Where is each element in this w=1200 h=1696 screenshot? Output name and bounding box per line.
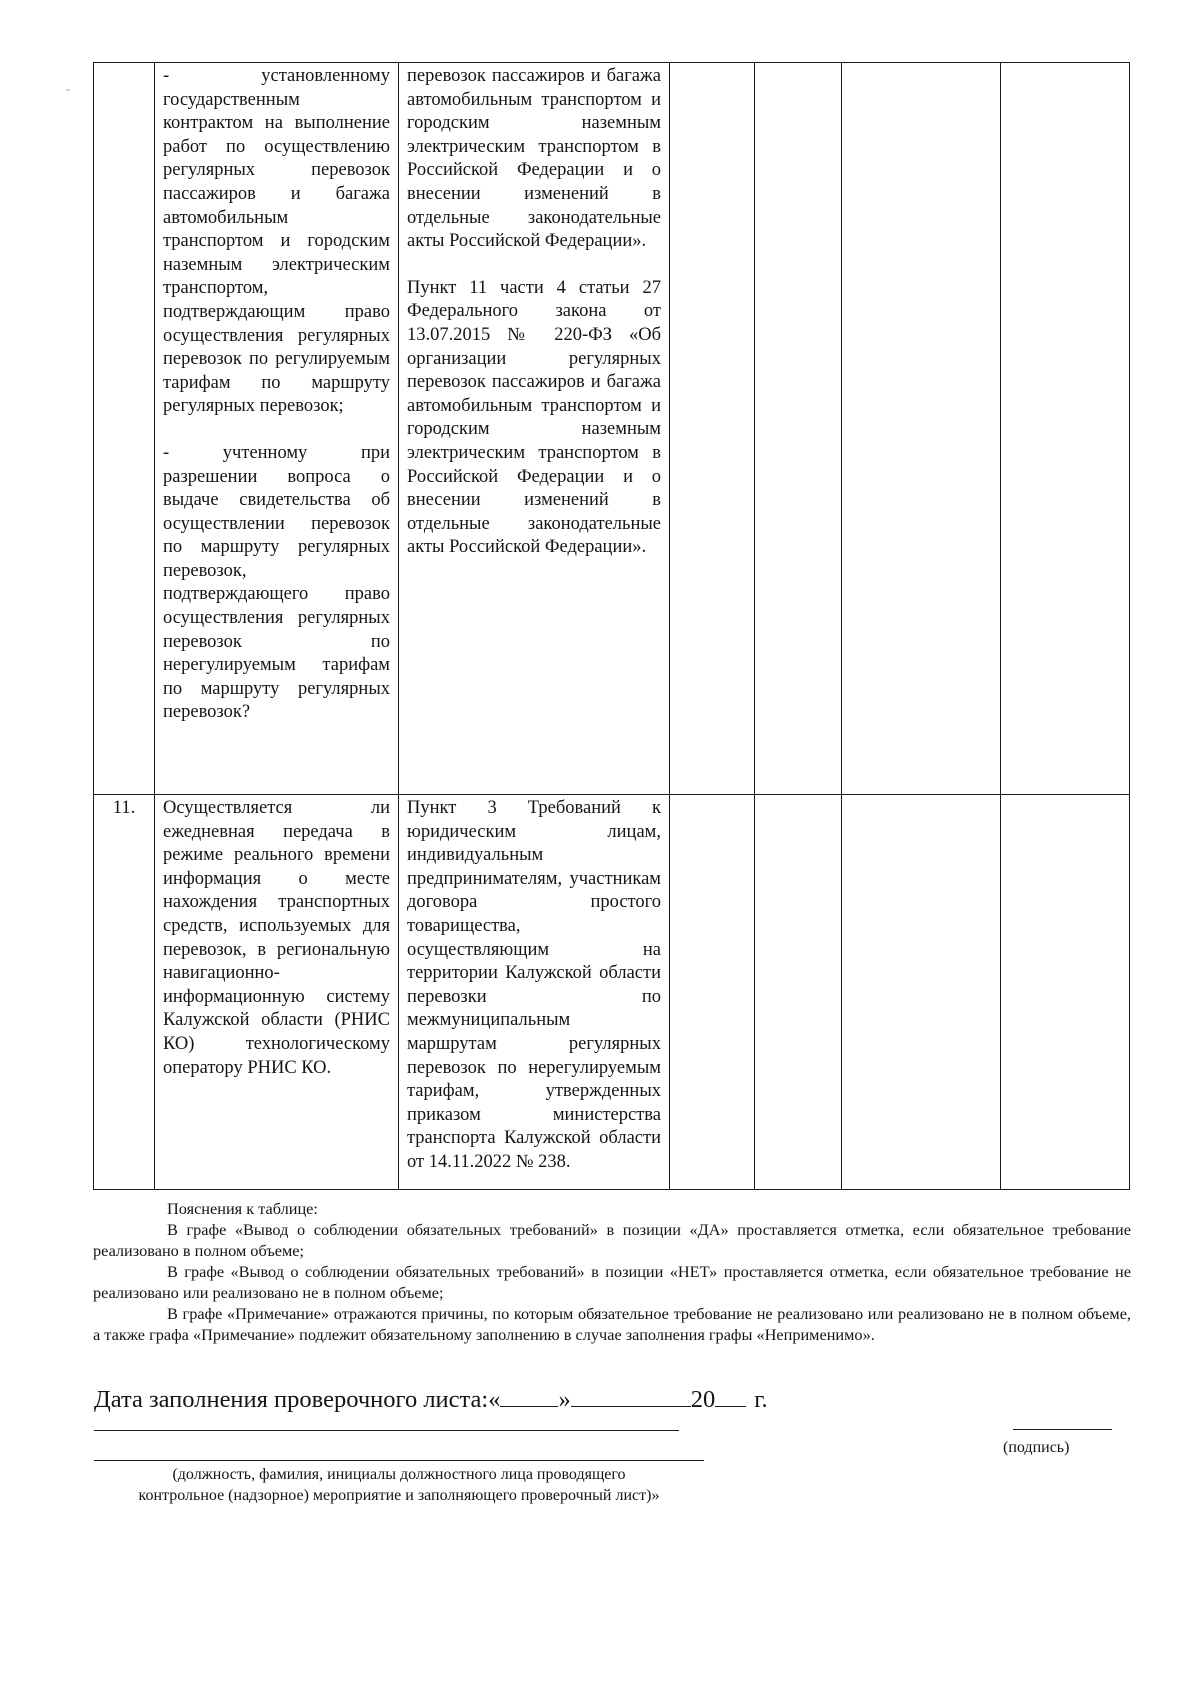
page-corner-mark: - [66, 82, 70, 96]
notes-title: Пояснения к таблице: [167, 1199, 318, 1218]
question-paragraph: - учтенному при разрешении вопроса о выдаче свидетельства об осуществлении перевозок по маршруту регулярных перевозок, подтверждающего право осуществления регулярных перевозок по нерегулируемым тарифам по маршруту регулярных перевозок? [163, 442, 390, 723]
reference-paragraph: Пункт 3 Требований к юридическим лицам, индивидуальным предпринимателям, участникам договора простого товарищества, осуществляющим на территории Калужской области перевозки по межмуниципальным маршрутам регулярных перевозок по нерегулируемым тарифам, утвержденных приказом министерства транспорта Калужской области от 14.11.2022 № 238. [407, 798, 661, 1172]
row-number [94, 63, 155, 795]
fill-date-year-suffix: г. [754, 1386, 768, 1413]
notes-item: В графе «Вывод о соблюдении обязательных требований» в позиции «ДА» проставляется отметка, если обязательное требование реализовано в полном объеме; [93, 1220, 1131, 1260]
answer-no-cell[interactable] [755, 795, 842, 1190]
reference-paragraph: Пункт 11 части 4 статьи 27 Федерального закона от 13.07.2015 № 220-ФЗ «Об организации регулярных перевозок пассажиров и багажа автомобильным транспортом и городским наземным электрическим транспортом в Российской Федерации и о внесении изменений в отдельные законодательные акты Российской Федерации». [407, 277, 661, 558]
table-notes [93, 1198, 1131, 1345]
checklist-table [93, 62, 1130, 1190]
reference-cell [399, 63, 670, 795]
table-row [94, 795, 1130, 1190]
fill-date-open-quote: « [488, 1386, 501, 1413]
official-caption-line [94, 1460, 704, 1461]
question-paragraph: Осуществляется ли ежедневная передача в режиме реального времени информация о месте нахождения транспортных средств, используемых для перевозок, в региональную навигационно-информационную систему Калужской области (РНИС КО) технологическому оператору РНИС КО. [163, 798, 390, 1078]
signature-blank-line[interactable] [1013, 1429, 1112, 1430]
answer-yes-cell[interactable] [670, 63, 755, 795]
fill-date-month-blank[interactable] [571, 1382, 691, 1407]
answer-not-applicable-cell[interactable] [842, 63, 1001, 795]
official-blank-line[interactable] [94, 1430, 679, 1431]
question-paragraph: - установленному государственным контрактом на выполнение работ по осуществлению регулярных перевозок пассажиров и багажа автомобильным транспортом и городским наземным электрическим транспортом, подтверждающим право осуществления регулярных перевозок по регулируемым тарифам по маршруту регулярных перевозок; [163, 66, 390, 417]
answer-yes-cell[interactable] [670, 795, 755, 1190]
official-caption [94, 1464, 704, 1506]
table-row [94, 63, 1130, 795]
fill-date-day-blank[interactable] [500, 1382, 558, 1407]
reference-paragraph: перевозок пассажиров и багажа автомобильным транспортом и городским наземным электрическим транспортом в Российской Федерации и о внесении изменений в отдельные законодательные акты Российской Федерации». [407, 66, 661, 252]
fill-date-year-prefix: 20 [690, 1386, 716, 1413]
answer-no-cell[interactable] [755, 63, 842, 795]
fill-date-close-quote: » [558, 1386, 571, 1413]
official-caption-line-2: контрольное (надзорное) мероприятие и заполняющего проверочный лист)» [138, 1487, 660, 1504]
reference-cell [399, 795, 670, 1190]
official-caption-line-1: (должность, фамилия, инициалы должностного лица проводящего [172, 1466, 626, 1483]
fill-date-year-blank[interactable] [715, 1382, 746, 1407]
question-cell [155, 63, 399, 795]
row-number: 11. [94, 795, 155, 1190]
notes-item: В графе «Вывод о соблюдении обязательных требований» в позиции «НЕТ» проставляется отметка, если обязательное требование не реализовано или реализовано не в полном объеме; [93, 1262, 1131, 1302]
notes-item: В графе «Примечание» отражаются причины, по которым обязательное требование не реализовано или реализовано не в полном объеме, а также графа «Примечание» подлежит обязательному заполнению в случае заполнения графы «Неприменимо». [93, 1304, 1131, 1344]
fill-date-label: Дата заполнения проверочного листа: [94, 1386, 489, 1413]
question-cell [155, 795, 399, 1190]
answer-not-applicable-cell[interactable] [842, 795, 1001, 1190]
remark-cell[interactable] [1001, 795, 1130, 1190]
signature-label: (подпись) [1003, 1439, 1070, 1456]
remark-cell[interactable] [1001, 63, 1130, 795]
fill-date-line [94, 1382, 768, 1414]
